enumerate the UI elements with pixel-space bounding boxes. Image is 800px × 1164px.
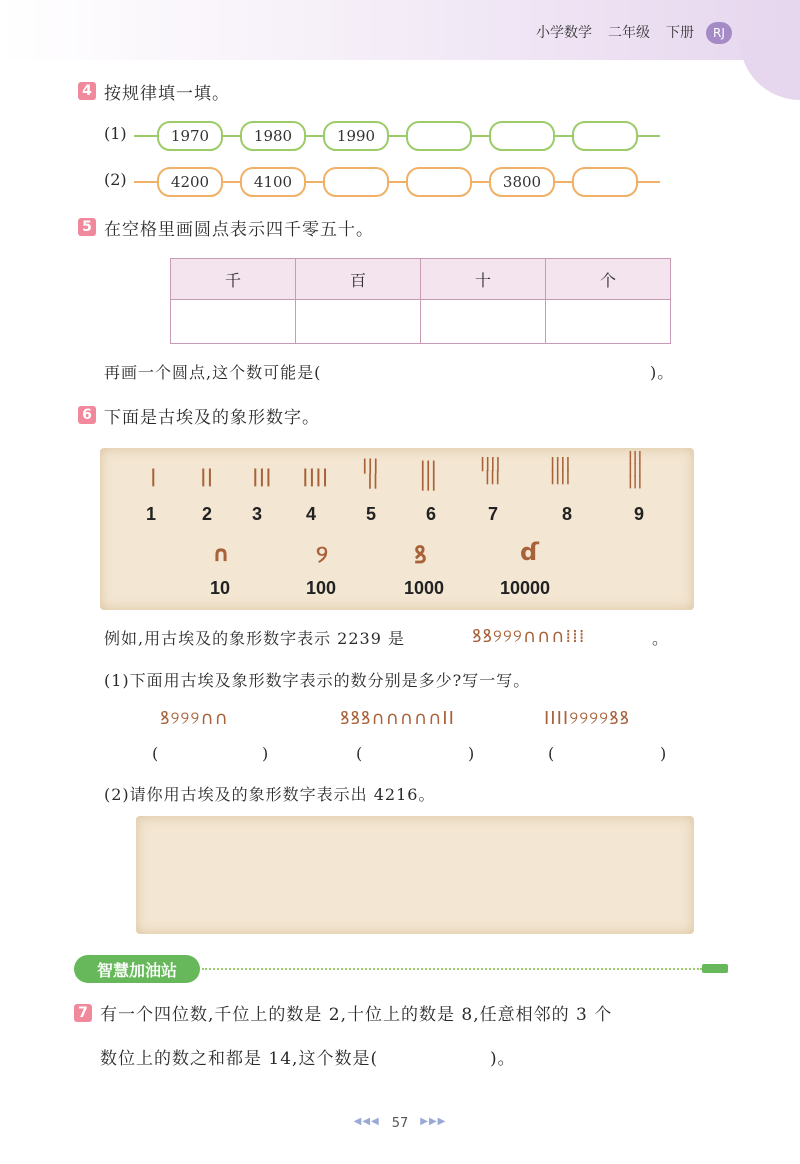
q4-row2-box-1: 4200 bbox=[157, 167, 223, 197]
numeral-10: 10 bbox=[210, 578, 231, 598]
edition-badge: RJ bbox=[706, 22, 732, 44]
place-cell-ones[interactable] bbox=[546, 300, 671, 344]
q6-sub1-glyphs-a: ꝸ୨୨୨∩∩ bbox=[160, 708, 229, 729]
q4-row1-blank-6[interactable] bbox=[572, 121, 638, 151]
place-header-tens: 十 bbox=[421, 259, 546, 300]
q6-example-glyphs: ꝸꝸ୨୨୨∩∩∩⁞⁞⁞ bbox=[472, 626, 586, 647]
lotus-icon: ꝸ bbox=[414, 541, 427, 569]
pencil-icon bbox=[702, 964, 728, 973]
numeral-1: 1 bbox=[146, 504, 157, 524]
numeral-7: 7 bbox=[488, 504, 499, 524]
q4-row1-label: (1) bbox=[104, 124, 127, 143]
numeral-9: 9 bbox=[634, 504, 645, 524]
place-value-table bbox=[170, 258, 671, 344]
numeral-4: 4 bbox=[306, 504, 317, 524]
numeral-100: 100 bbox=[306, 578, 337, 598]
q4-row1-box-3: 1990 bbox=[323, 121, 389, 151]
tally-9-icon: ||| ||| ||| bbox=[628, 450, 643, 489]
header-title bbox=[536, 22, 694, 42]
q6-example-text: 例如,用古埃及的象形数字表示 2239 是 bbox=[104, 629, 405, 648]
place-header-ones: 个 bbox=[546, 259, 671, 300]
prev-arrows-icon: ◀◀◀ bbox=[353, 1116, 380, 1127]
numeral-5: 5 bbox=[366, 504, 377, 524]
place-cell-thousands[interactable] bbox=[171, 300, 296, 344]
tally-7-icon: |||| ||| bbox=[480, 456, 501, 485]
place-header-hundreds: 百 bbox=[296, 259, 421, 300]
q6-example-end: 。 bbox=[652, 629, 670, 648]
q4-row2-box-5: 3800 bbox=[489, 167, 555, 197]
tally-1-icon: | bbox=[150, 466, 157, 487]
page-number-text: 57 bbox=[391, 1116, 409, 1131]
header-curve bbox=[740, 40, 800, 100]
q6-sub1-glyphs-c: IIII୨୨୨୨ꝸꝸ bbox=[544, 708, 631, 729]
q6-sub1-glyphs-b: ꝸꝸꝸ∩∩∩∩∩II bbox=[340, 708, 455, 729]
header-subject: 小学数学 bbox=[536, 25, 592, 41]
tally-3-icon: ||| bbox=[252, 466, 272, 487]
q6-sub2-text: (2)请你用古埃及的象形数字表示出 4216。 bbox=[104, 785, 436, 804]
q6-answer-area[interactable] bbox=[136, 816, 694, 934]
q4-row2-box-2: 4100 bbox=[240, 167, 306, 197]
numeral-8: 8 bbox=[562, 504, 573, 524]
numeral-2: 2 bbox=[202, 504, 213, 524]
q4-row1-blank-5[interactable] bbox=[489, 121, 555, 151]
next-arrows-icon: ▶▶▶ bbox=[420, 1116, 447, 1127]
finger-icon: ɗ bbox=[520, 538, 540, 566]
header-volume: 下册 bbox=[666, 25, 694, 41]
question-4-text: 按规律填一填。 bbox=[104, 84, 230, 104]
tally-6-icon: ||| ||| bbox=[420, 458, 437, 491]
tally-2-icon: || bbox=[200, 466, 214, 487]
q4-row2-blank-4[interactable] bbox=[406, 167, 472, 197]
question-5-number: 5 bbox=[78, 218, 96, 236]
tally-8-icon: |||| |||| bbox=[550, 456, 571, 485]
numeral-3: 3 bbox=[252, 504, 263, 524]
q4-row2-blank-3[interactable] bbox=[323, 167, 389, 197]
q4-row1-box-1: 1970 bbox=[157, 121, 223, 151]
answer-b-close: ) bbox=[468, 744, 475, 763]
answer-a-open: ( bbox=[152, 744, 159, 763]
question-7-number: 7 bbox=[74, 1004, 92, 1022]
place-cell-hundreds[interactable] bbox=[296, 300, 421, 344]
question-6-text: 下面是古埃及的象形数字。 bbox=[104, 408, 320, 428]
answer-c-open: ( bbox=[548, 744, 555, 763]
q6-sub1-text: (1)下面用古埃及象形数字表示的数分别是多少?写一写。 bbox=[104, 671, 531, 690]
heel-bone-icon: ∩ bbox=[212, 542, 230, 567]
q5-followup-start: 再画一个圆点,这个数可能是( bbox=[104, 363, 322, 382]
header-grade: 二年级 bbox=[608, 25, 650, 41]
bonus-divider bbox=[202, 968, 702, 970]
q4-row1-blank-4[interactable] bbox=[406, 121, 472, 151]
q5-followup-end: )。 bbox=[650, 363, 675, 382]
q4-row1-box-2: 1980 bbox=[240, 121, 306, 151]
q4-row2-label: (2) bbox=[104, 170, 127, 189]
tally-4-icon: |||| bbox=[302, 466, 329, 487]
answer-b-open: ( bbox=[356, 744, 363, 763]
page-number bbox=[340, 1116, 460, 1131]
bonus-section-label: 智慧加油站 bbox=[74, 955, 200, 983]
tally-5-icon: ||| || bbox=[362, 456, 379, 489]
numeral-6: 6 bbox=[426, 504, 437, 524]
question-7-line2-end: )。 bbox=[490, 1049, 516, 1069]
question-6-number: 6 bbox=[78, 406, 96, 424]
answer-c-close: ) bbox=[660, 744, 667, 763]
question-4-number: 4 bbox=[78, 82, 96, 100]
place-cell-tens[interactable] bbox=[421, 300, 546, 344]
question-7-line1: 有一个四位数,千位上的数是 2,十位上的数是 8,任意相邻的 3 个 bbox=[100, 1005, 613, 1025]
numeral-1000: 1000 bbox=[404, 578, 445, 598]
answer-a-close: ) bbox=[262, 744, 269, 763]
question-5-text: 在空格里画圆点表示四千零五十。 bbox=[104, 220, 374, 240]
papyrus-numerals-chart bbox=[100, 448, 694, 610]
place-header-thousands: 千 bbox=[171, 259, 296, 300]
numeral-10000: 10000 bbox=[500, 578, 551, 598]
question-7-line2: 数位上的数之和都是 14,这个数是( bbox=[100, 1049, 379, 1069]
coil-rope-icon: ୨ bbox=[316, 540, 328, 568]
q4-row2-blank-6[interactable] bbox=[572, 167, 638, 197]
